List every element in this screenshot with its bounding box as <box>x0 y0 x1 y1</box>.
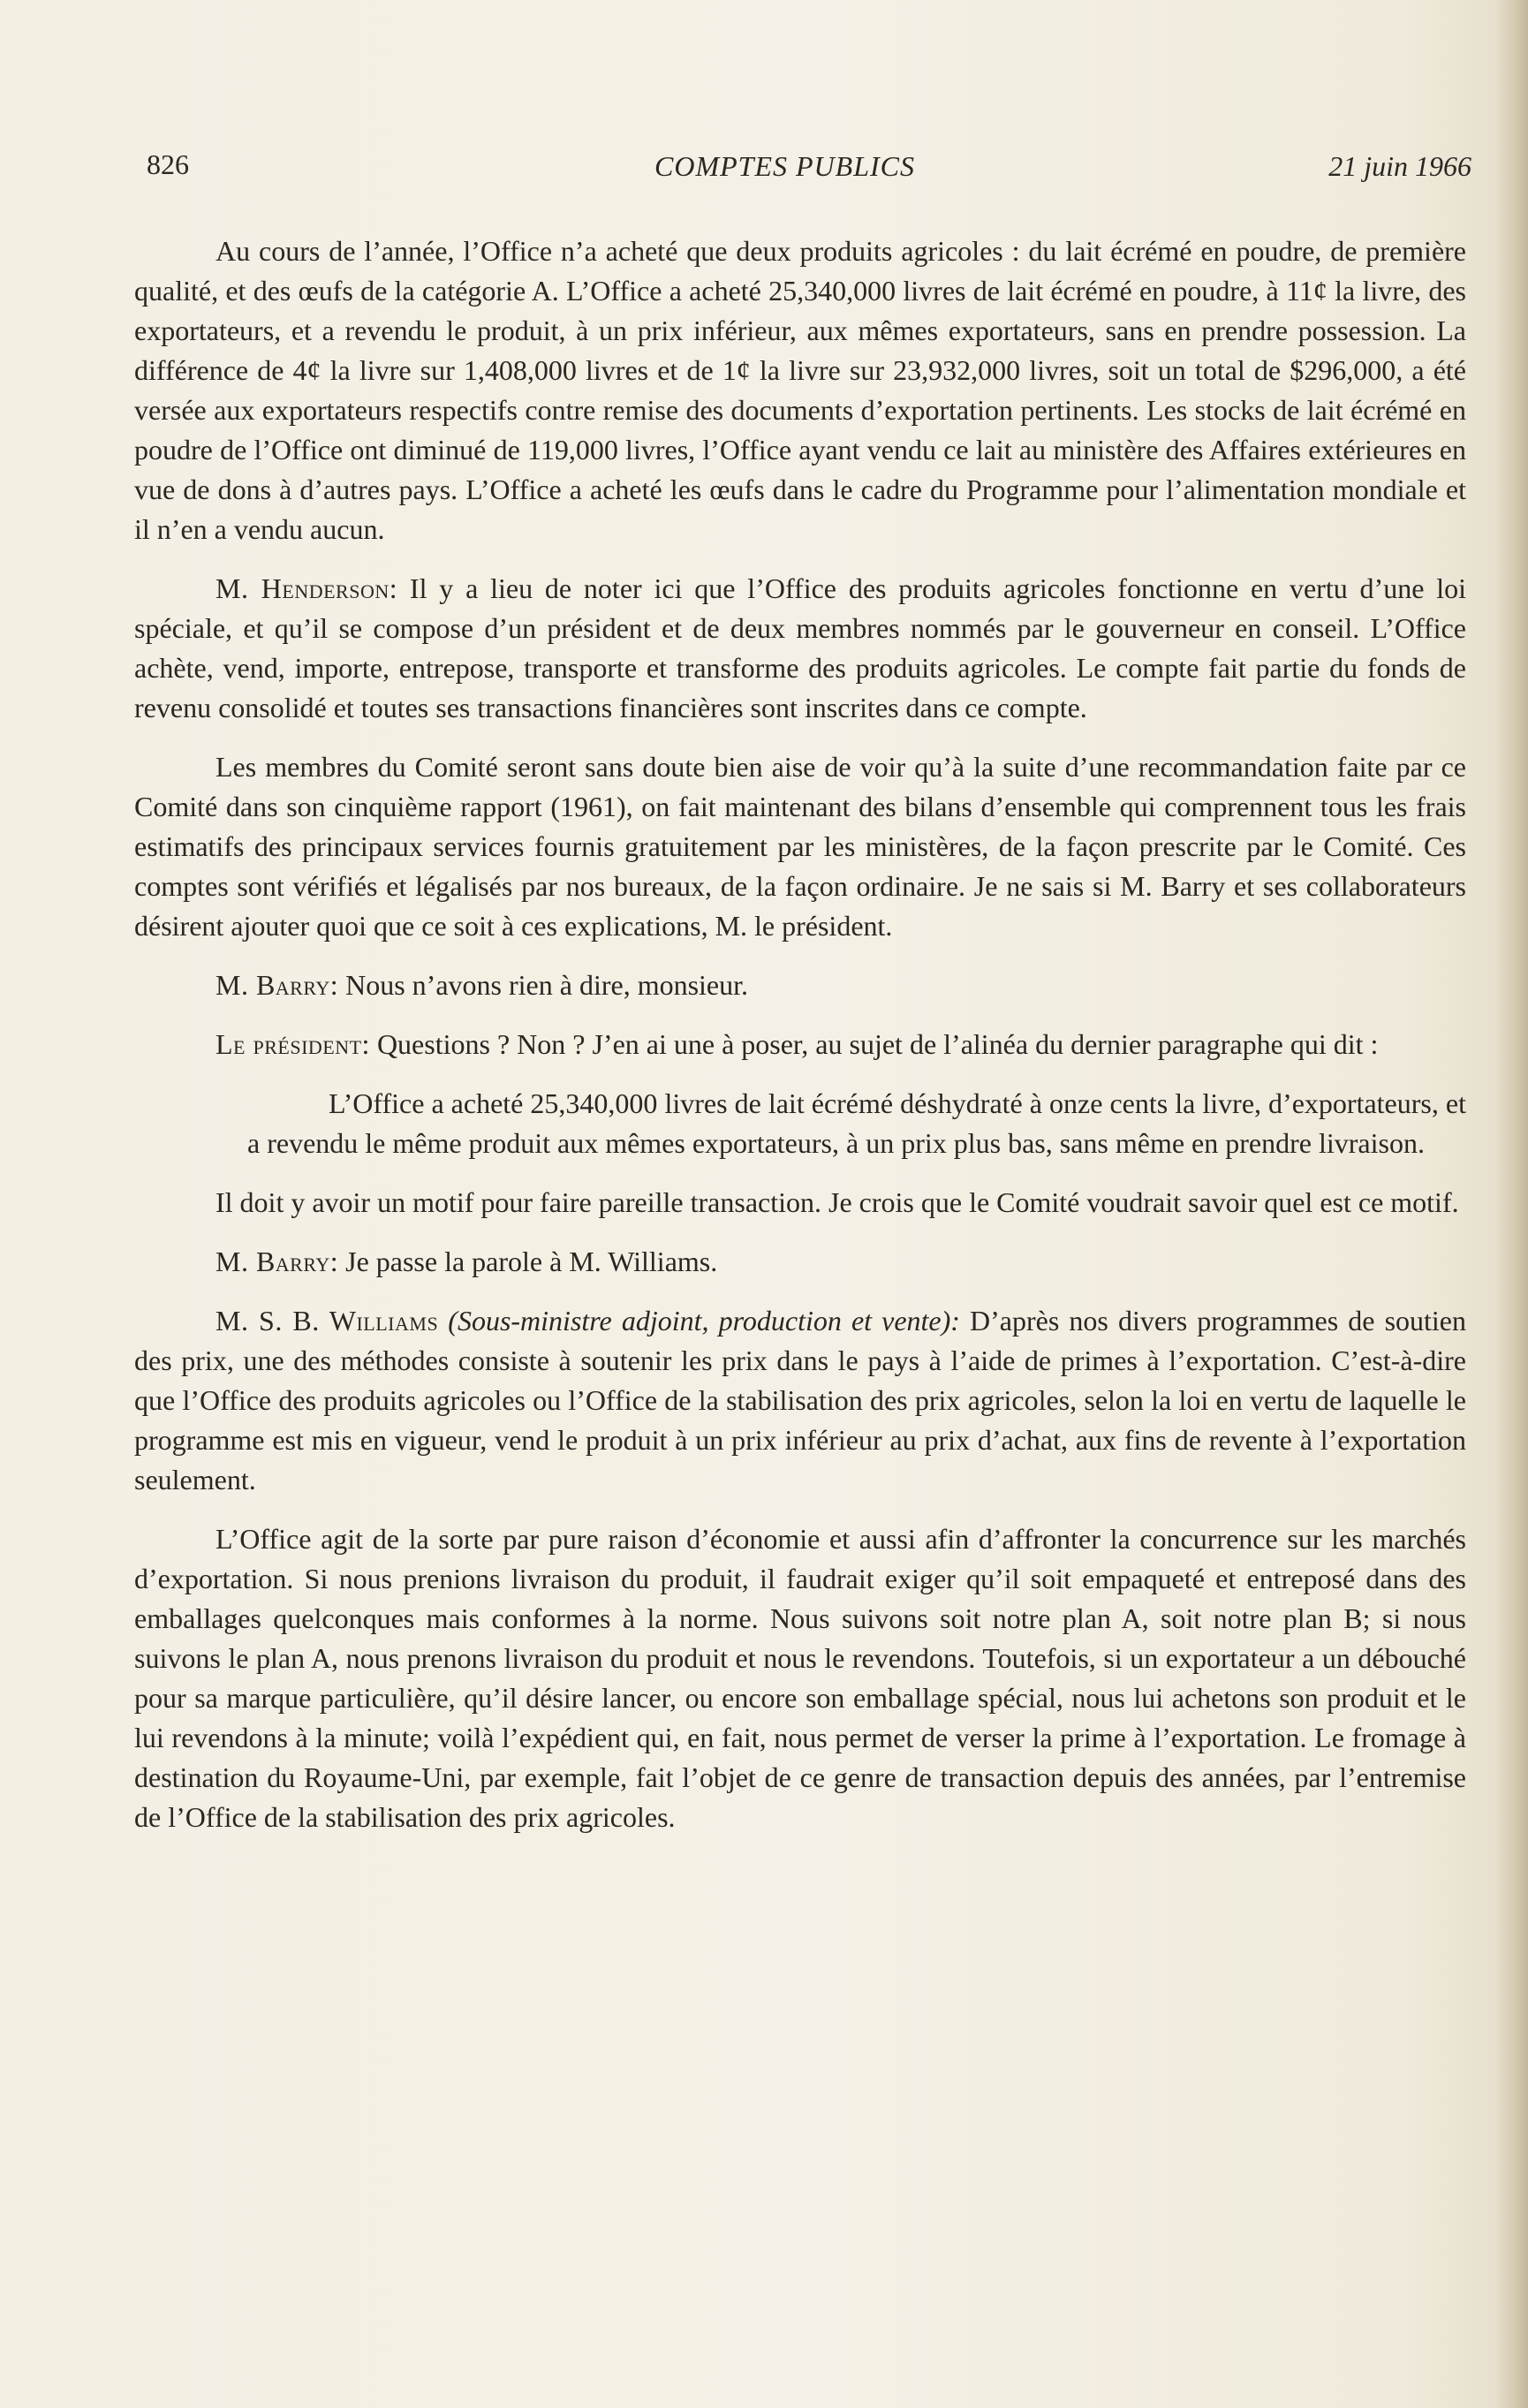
speaker-name: Le président: <box>216 1028 370 1060</box>
speaker-name: M. Barry: <box>216 969 339 1001</box>
paragraph-text: Il doit y avoir un motif pour faire pareille transaction. Je crois que le Comité voudrait savoir quel est ce motif. <box>216 1186 1459 1218</box>
page-edge-shadow <box>1494 0 1528 2408</box>
speaker-name: M. Henderson: <box>216 572 398 604</box>
paragraph-text: Je passe la parole à M. Williams. <box>338 1246 718 1277</box>
paragraph-text: Nous n’avons rien à dire, monsieur. <box>338 969 749 1001</box>
paragraph-text: Au cours de l’année, l’Office n’a acheté que deux produits agricoles : du lait écrémé en poudre, de première qualité, et des œufs de la catégorie A. L’Office a acheté 25,340,000 livres de lait écrémé en poudre, à 11¢ la livre, des exportateurs, et a revendu le produit, à un prix inférieur, aux mêmes exportateurs, sans en prendre possession. La différence de 4¢ la livre sur 1,408,000 livres et de 1¢ la livre sur 23,932,000 livres, soit un total de $296,000, a été versée aux exportateurs respectifs contre remise des documents d’exportation pertinents. Les stocks de lait écrémé en poudre de l’Office ont diminué de 119,000 livres, l’Office ayant vendu ce lait au ministère des Affaires extérieures en vue de dons à d’autres pays. L’Office a acheté les œufs dans le cadre du Programme pour l’alimentation mondiale et il n’en a vendu aucun. <box>134 235 1466 545</box>
paragraph-text: Les membres du Comité seront sans doute bien aise de voir qu’à la suite d’une recommandation faite par ce Comité dans son cinquième rapport (1961), on fait maintenant des bilans d’ensemble qui comprennent tous les frais estimatifs des principaux services fournis gratuitement par les ministères, de la façon prescrite par le Comité. Ces comptes sont vérifiés et légalisés par nos bureaux, de la façon ordinaire. Je ne sais si M. Barry et ses collaborateurs désirent ajouter quoi que ce soit à ces explications, M. le président. <box>134 751 1466 942</box>
paragraph-text: L’Office agit de la sorte par pure raison d’économie et aussi afin d’affronter la concurrence sur les marchés d’exportation. Si nous prenions livraison du produit, il faudrait exiger qu’il soit empaqueté et entreposé dans des emballages quelconques mais conformes à la norme. Nous suivons soit notre plan A, soit notre plan B; si nous suivons le plan A, nous prenons livraison du produit et nous le revendons. Toutefois, si un exportateur a un débouché pour sa marque particulière, qu’il désire lancer, ou encore son emballage spécial, nous lui achetons son produit et le lui revendons à la minute; voilà l’expédient qui, en fait, nous permet de verser la prime à l’exportation. Le fromage à destination du Royaume-Uni, par exemple, fait l’objet de ce genre de transaction depuis des années, par l’entremise de l’Office de la stabilisation des prix agricoles. <box>134 1523 1466 1833</box>
quote-text: L’Office a acheté 25,340,000 livres de lait écrémé déshydraté à onze cents la livre, d’exportateurs, et a revendu le même produit aux mêmes exportateurs, à un prix plus bas, sans même en prendre livraison. <box>247 1087 1466 1159</box>
running-date: 21 juin 1966 <box>1328 150 1471 182</box>
paragraph-barry-reply <box>134 965 1466 1005</box>
paragraph-office-purchases <box>134 231 1466 549</box>
speaker-name: M. S. B. Williams <box>216 1305 439 1337</box>
paragraph-text: Il y a lieu de noter ici que l’Office des produits agricoles fonctionne en vertu d’une loi spéciale, et qu’il se compose d’un président et de deux membres nommés par le gouverneur en conseil. L’Office achète, vend, importe, entrepose, transporte et transforme des produits agricoles. Le compte fait partie du fonds de revenu consolidé et toutes ses transactions financières sont inscrites dans ce compte. <box>134 572 1466 723</box>
paragraph-motive <box>134 1183 1466 1223</box>
paragraph-barry-handoff <box>134 1242 1466 1282</box>
block-quote <box>134 1084 1466 1163</box>
paragraph-williams <box>134 1301 1466 1500</box>
paragraph-president-question <box>134 1025 1466 1064</box>
speaker-name: M. Barry: <box>216 1246 339 1277</box>
paragraph-henderson <box>134 569 1466 728</box>
paragraph-text: D’après nos divers programmes de soutien des prix, une des méthodes consiste à soutenir les prix dans le pays à l’aide de primes à l’exportation. C’est-à-dire que l’Office des produits agricoles ou l’Office de la stabilisation des prix agricoles, selon la loi en vertu de laquelle le programme est mis en vigueur, vend le produit à un prix inférieur au prix d’achat, aux fins de revente à l’exportation seulement. <box>134 1305 1467 1496</box>
paragraph-committee-recommendation <box>134 747 1466 946</box>
page-number: 826 <box>147 148 189 180</box>
paragraph-office-economy <box>134 1519 1466 1837</box>
running-head <box>147 148 1471 193</box>
speaker-role: (Sous-ministre adjoint, production et vente): <box>438 1305 960 1337</box>
paragraph-text: Questions ? Non ? J’en ai une à poser, au sujet de l’alinéa du dernier paragraphe qui dit : <box>369 1028 1379 1060</box>
running-title: COMPTES PUBLICS <box>654 150 915 182</box>
page-body <box>134 231 1466 1857</box>
